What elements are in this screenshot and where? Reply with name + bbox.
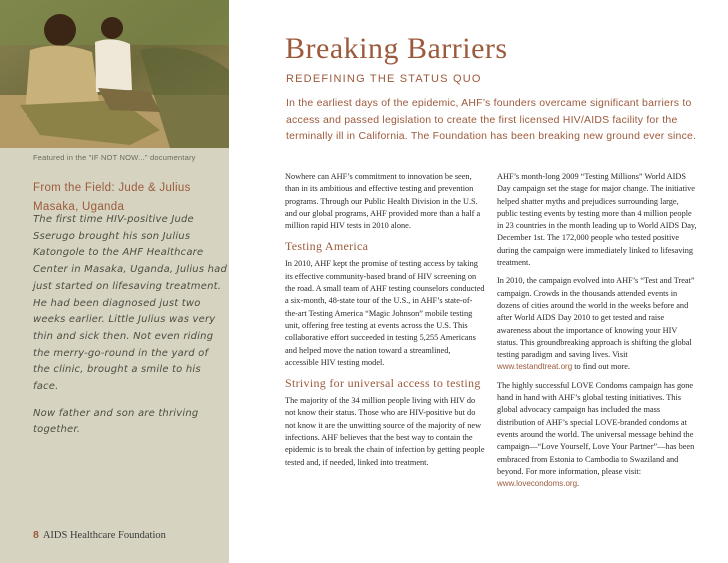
article-column-1 (285, 171, 485, 475)
article-paragraph (497, 380, 697, 491)
article-column-2 (497, 171, 697, 496)
field-story-paragraph: Now father and son are thriving together. (33, 407, 199, 436)
section-heading: Testing America (285, 239, 369, 254)
field-story-paragraph: The first time HIV-positive Jude Sserugo brought his son Julius Katongole to the AHF Healthcare Center in Masaka, Uganda, Julius had just started on lifesaving treatment. He had been diagnosed just two weeks earlier. Little Julius was very thin and sick then. Not even riding the merry-go-round in the yard of the clinic, brought a smile to his face. (33, 214, 228, 393)
article-paragraph (497, 275, 697, 373)
footer-org-name: AIDS Healthcare Foundation (42, 530, 166, 541)
page-title: Breaking Barriers (285, 32, 508, 65)
paragraph-text: The highly successful LOVE Condoms campaign has gone hand in hand with AHF’s global testing initiatives. This global advocacy campaign has included the mass distribution of AHF’s special LOVE-branded condoms at events around the world. The universal message behind the campaign—“Love Yourself, Love Your Partner”—has been embraced from Estonia to Cambodia to Swaziland and beyond. For more information, please visit: (497, 380, 695, 476)
article-paragraph: Nowhere can AHF’s commitment to innovation be seen, than in its ambitious and effective testing and prevention programs. Through our Public Health Division in the U.S. and our global programs, AHF provided more than a half a million rapid HIV tests in 2010 alone. (285, 172, 481, 231)
paragraph-text: . (577, 479, 580, 489)
lovecondoms-link[interactable]: www.lovecondoms.org (497, 479, 578, 489)
page-footer (33, 529, 166, 541)
sidebar-panel (0, 0, 229, 563)
field-story (33, 212, 228, 449)
article-paragraph: In 2010, AHF kept the promise of testing access by taking its effective community-based brand of HIV screening on the road. A small team of AHF testing counselors conducted a six-month, 48-state tour of the U.S., in AHF’s state-of-the-art Testing America “Magic Johnson” mobile testing unit, offering free testing at events across the U.S. This collaborative effort succeeded in testing 5,255 Americans and helped move the nation toward a streamlined, accessible HIV testing model. (285, 259, 485, 367)
page-number: 8 (33, 529, 39, 541)
article-paragraph: AHF’s month-long 2009 “Testing Millions” World AIDS Day campaign set the stage for major change. The initiative helped shatter myths and prejudices surrounding large, public testing events by testing more than 4 million people in 23 countries in the month leading up to World AIDS Day, December 1st. The 172,000 people who tested positive during the campaign were immediately linked to lifesaving treatment. (497, 172, 697, 268)
paragraph-text: to find out more. (572, 362, 630, 372)
field-story-title-line1: From the Field: Jude & Julius (33, 182, 191, 194)
photo-caption: Featured in the "IF NOT NOW..." documentary (33, 153, 196, 162)
father-son-photo (0, 0, 229, 148)
testandtreat-link[interactable]: www.testandtreat.org (497, 362, 573, 372)
article-paragraph: The majority of the 34 million people living with HIV do not know their status. Those who are HIV-positive but do not know it are the unwitting source of the majority of new infections. AHF believes that the best way to contain the epidemic is to break the chain of infection by getting people tested and, if needed, linked into treatment. (285, 396, 485, 467)
section-heading: Striving for universal access to testing (285, 376, 481, 391)
page-subtitle: REDEFINING THE STATUS QUO (286, 73, 482, 85)
field-story-location: Masaka, Uganda (33, 201, 125, 213)
paragraph-text: In 2010, the campaign evolved into AHF’s “Test and Treat” campaign. Crowds in the thousands attended events in dozens of cities around the world in the weeks before and after World AIDS Day 2010 to get tested and raise awareness about the importance of knowing your HIV status. This groundbreaking approach is shifting the global testing paradigm and saving lives. Visit (497, 276, 695, 360)
intro-paragraph: In the earliest days of the epidemic, AHF’s founders overcame significant barriers to access and passed legislation to create the first licensed HIV/AIDS facility for the terminally ill in California. The Foundation has been breaking new ground ever since. (286, 97, 697, 142)
